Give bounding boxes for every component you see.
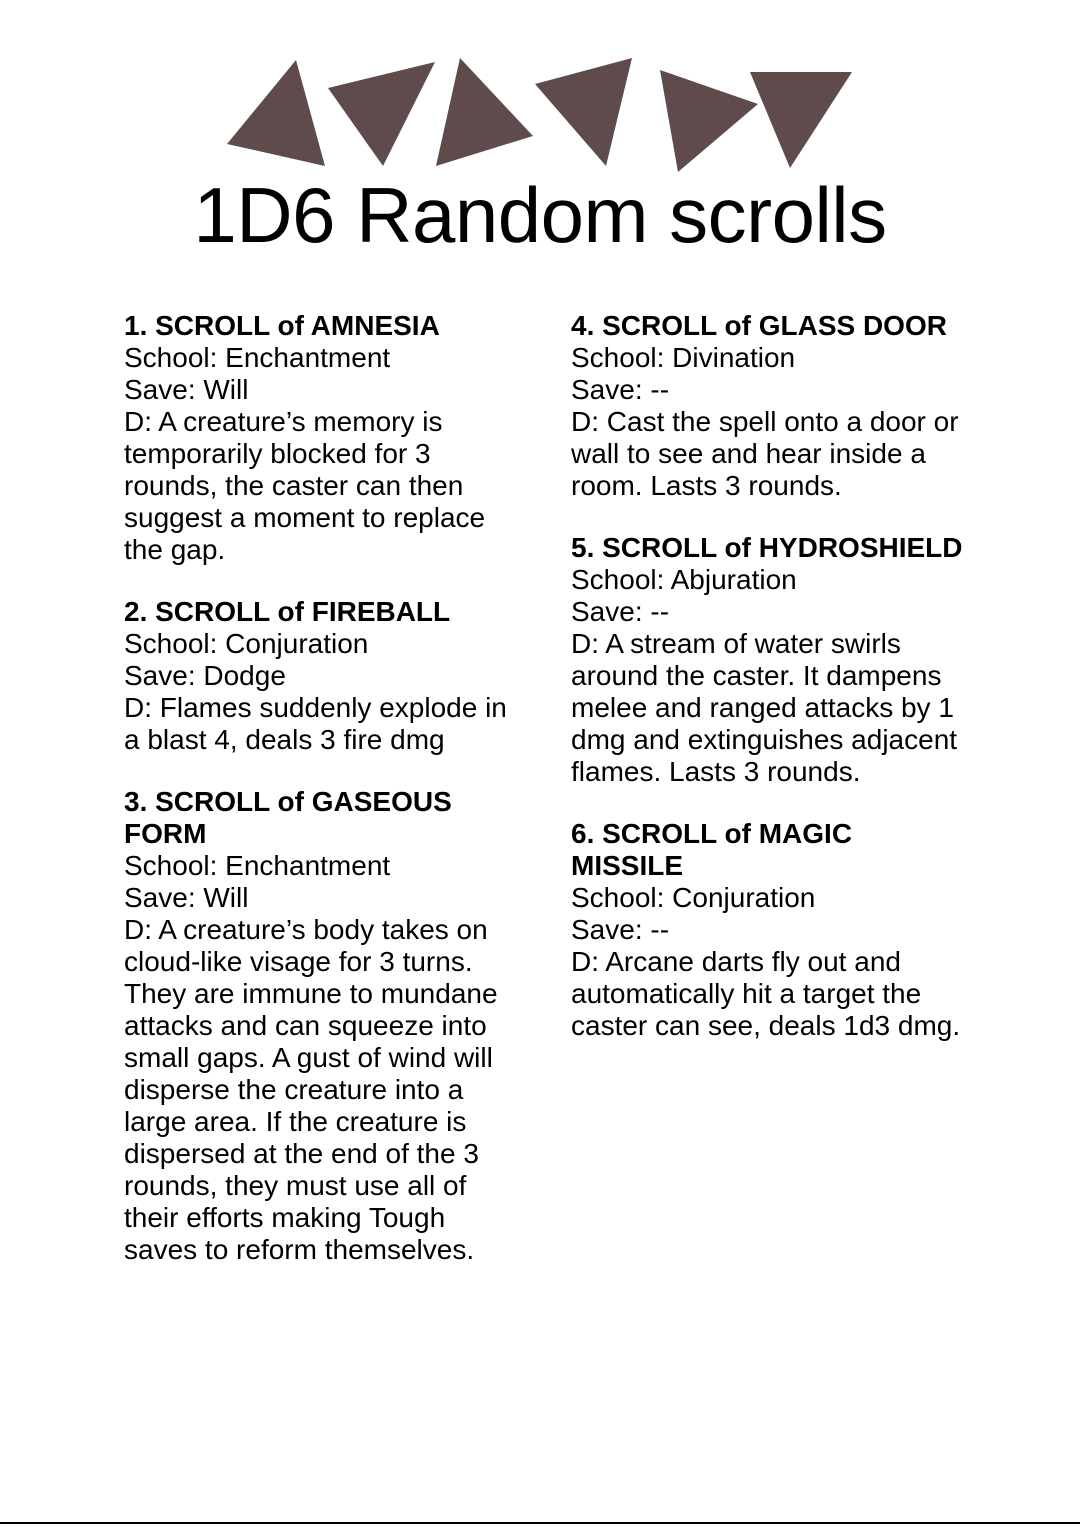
triangle-icon [328,62,435,166]
scroll-title: 2. SCROLL of FIREBALL [124,596,451,627]
triangle-icon [436,58,533,166]
scroll-description: D: A creature’s body takes on cloud-like visage for 3 turns. They are immune to mundane attacks and can squeeze into small gaps. A gust of wind will disperse the creature into a large area. If the creature is dispersed at the end of the 3 rounds, they must use all of their efforts making Tough saves to reform themselves. [124,914,498,1265]
scroll-entry [124,786,519,1266]
scroll-entry [571,310,971,502]
scroll-school: School: Enchantment [124,850,391,881]
scroll-description: D: Arcane darts fly out and automatically hit a target the caster can see, deals 1d3 dmg. [571,946,961,1041]
page-title: 1D6 Random scrolls [193,171,887,259]
scroll-save: Save: -- [571,596,670,627]
scroll-save: Save: -- [571,374,670,405]
scroll-save: Save: Will [124,882,249,913]
scroll-save: Save: Will [124,374,249,405]
right-column [571,310,971,1072]
scroll-title: 3. SCROLL of GASEOUS FORM [124,786,452,849]
scroll-save: Save: Dodge [124,660,286,691]
triangle-icon [750,72,852,168]
scroll-school: School: Enchantment [124,342,391,373]
left-column [124,310,519,1296]
triangle-icon [660,70,758,172]
scroll-entry [571,818,971,1042]
scroll-save: Save: -- [571,914,670,945]
scroll-entry [124,310,519,566]
scroll-description: D: Cast the spell onto a door or wall to see and hear inside a room. Lasts 3 rounds. [571,406,959,501]
scroll-title: 4. SCROLL of GLASS DOOR [571,310,947,341]
scroll-title: 6. SCROLL of MAGIC MISSILE [571,818,853,881]
scroll-description: D: A stream of water swirls around the caster. It dampens melee and ranged attacks by 1 dmg and extinguishes adjacent flames. Lasts 3 rounds. [571,628,958,787]
triangle-icon [227,60,325,166]
scroll-school: School: Abjuration [571,564,797,595]
triangle-banner-icon [0,0,1080,180]
scroll-entry [571,532,971,788]
footer-divider [0,1522,1080,1524]
scroll-school: School: Conjuration [124,628,369,659]
scroll-title: 1. SCROLL of AMNESIA [124,310,440,341]
scroll-entry [124,596,519,756]
scroll-description: D: A creature’s memory is temporarily blocked for 3 rounds, the caster can then suggest a moment to replace the gap. [124,406,486,565]
triangle-icon [535,58,632,166]
scroll-school: School: Divination [571,342,796,373]
scroll-title: 5. SCROLL of HYDROSHIELD [571,532,963,563]
scroll-school: School: Conjuration [571,882,816,913]
scroll-description: D: Flames suddenly explode in a blast 4, deals 3 fire dmg [124,692,507,755]
